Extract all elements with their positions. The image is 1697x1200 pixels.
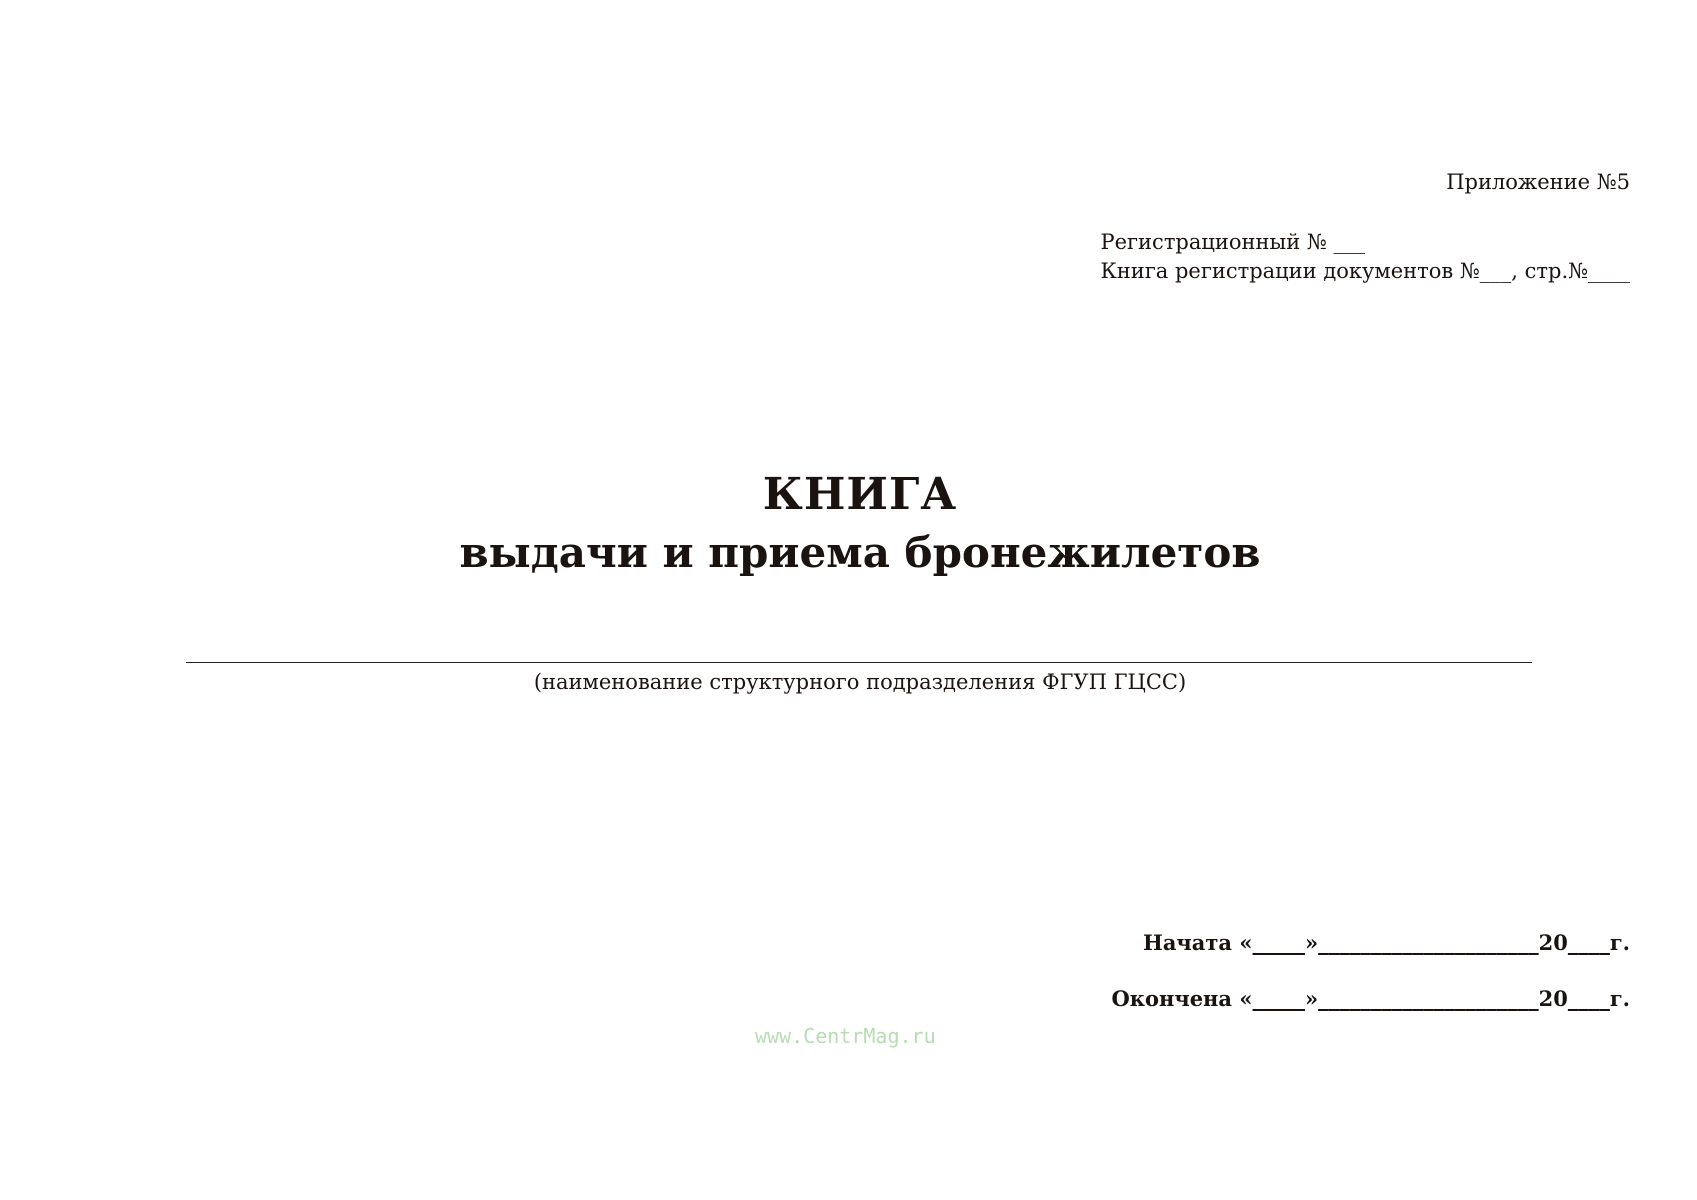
division-name-line [186,662,1532,663]
page-title: КНИГА [762,469,958,520]
watermark: www.CentrMag.ru [755,1024,936,1048]
date-started: Начата «_____»_____________________20____г. [1142,930,1630,955]
registration-book: Книга регистрации документов №___, стр.№____ [1100,259,1630,283]
appendix-label: Приложение №5 [1446,170,1630,194]
registration-block [1101,228,1631,286]
title-block [0,466,1697,582]
date-finished: Окончена «_____»_____________________20____г. [1111,986,1630,1011]
division-caption: (наименование структурного подразделения ФГУП ГЦСС) [533,670,1187,694]
registration-number: Регистрационный № ___ [1100,230,1365,254]
page-subtitle: выдачи и приема бронежилетов [459,528,1261,577]
dates-block [1111,930,1630,1042]
